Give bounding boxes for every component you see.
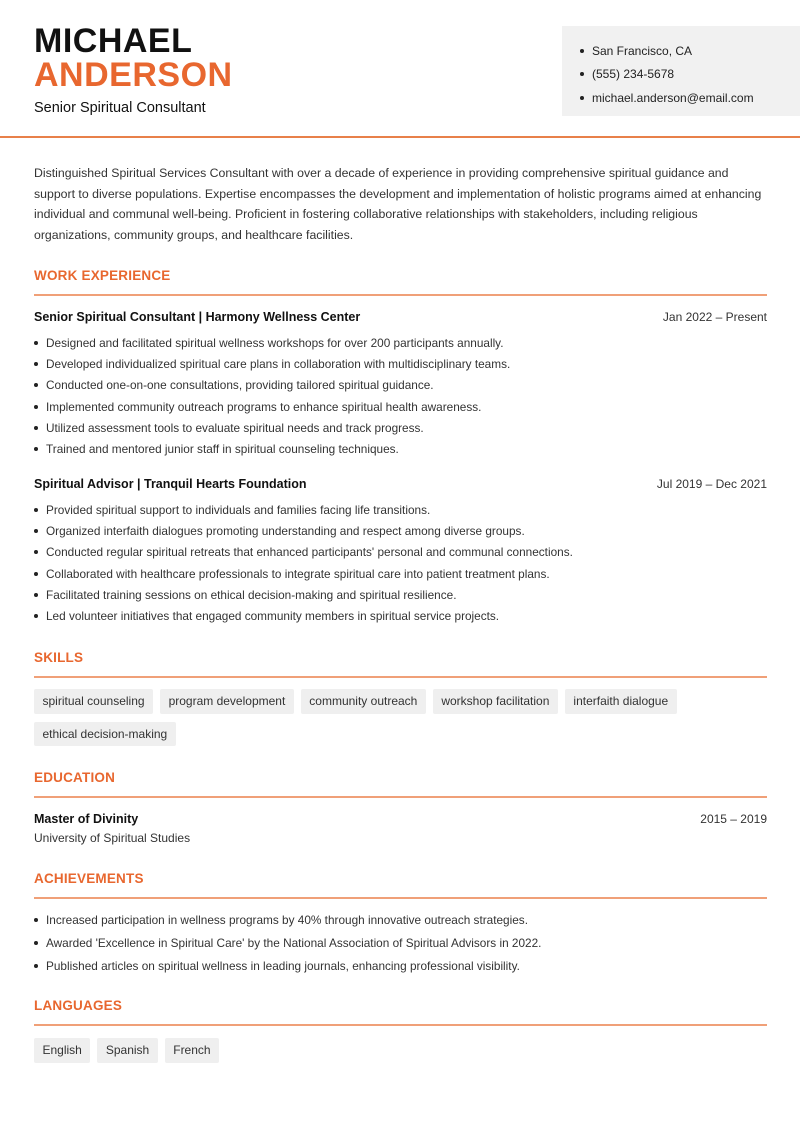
bullet-icon	[34, 508, 38, 512]
job-header	[34, 477, 767, 491]
list-item-text: Led volunteer initiatives that engaged community members in spiritual service projects.	[46, 609, 500, 624]
bullet-icon	[34, 447, 38, 451]
bullet-icon	[34, 383, 38, 387]
section-divider	[34, 897, 767, 899]
list-item	[34, 520, 767, 541]
list-item	[34, 584, 767, 605]
section-title-achievements: ACHIEVEMENTS	[34, 871, 144, 886]
job-header	[34, 310, 767, 324]
list-item-text: Collaborated with healthcare professionals to integrate spiritual care into patient treatment plans.	[46, 566, 550, 581]
job-role: Spiritual Advisor | Tranquil Hearts Foundation	[34, 477, 307, 491]
first-name: MICHAEL	[34, 22, 193, 60]
skills-list	[34, 689, 767, 746]
resume-header	[0, 0, 800, 138]
skill-chip: workshop facilitation	[433, 689, 558, 714]
list-item	[34, 438, 767, 459]
last-name: ANDERSON	[34, 56, 233, 94]
bullet-icon	[34, 426, 38, 430]
bullet-icon	[580, 72, 584, 76]
section-title-skills: SKILLS	[34, 650, 84, 665]
job-bullets	[34, 499, 767, 627]
list-item	[34, 605, 767, 626]
bullet-icon	[34, 529, 38, 533]
list-item-text: Trained and mentored junior staff in spiritual counseling techniques.	[46, 442, 399, 457]
section-divider	[34, 796, 767, 798]
contact-location-text: San Francisco, CA	[592, 43, 693, 58]
education-school: University of Spiritual Studies	[34, 831, 191, 845]
section-title-education: EDUCATION	[34, 770, 116, 785]
list-item-text: Increased participation in wellness programs by 40% through innovative outreach strategies.	[46, 913, 528, 928]
job-title: Senior Spiritual Consultant	[34, 100, 206, 116]
bullet-icon	[34, 550, 38, 554]
list-item-text: Implemented community outreach programs to enhance spiritual health awareness.	[46, 399, 482, 414]
contact-phone-text: (555) 234-5678	[592, 67, 675, 82]
list-item	[34, 954, 767, 977]
list-item	[34, 332, 767, 353]
education-header	[34, 812, 767, 826]
summary-paragraph: Distinguished Spiritual Services Consultant with over a decade of experience in providing comprehensive spiritual guidance and support to diverse populations. Expertise encompasses the development and implementation of holistic programs aimed at enhancing individual and communal well-being. Proficient in fostering collaborative relationships with stakeholders, including religious organizations, community groups, and healthcare facilities.	[34, 166, 762, 242]
bullet-icon	[34, 941, 38, 945]
contact-location	[580, 39, 800, 63]
contact-email[interactable]	[580, 86, 800, 110]
list-item	[34, 499, 767, 520]
language-chip: French	[165, 1038, 219, 1063]
bullet-icon	[34, 362, 38, 366]
list-item	[34, 353, 767, 374]
bullet-icon	[34, 918, 38, 922]
list-item	[34, 932, 767, 955]
skill-chip: interfaith dialogue	[565, 689, 677, 714]
education-degree: Master of Divinity	[34, 812, 139, 826]
list-item-text: Designed and facilitated spiritual wellness workshops for over 200 participants annually.	[46, 335, 504, 350]
job-bullets	[34, 332, 767, 460]
section-divider	[34, 676, 767, 678]
bullet-icon	[580, 49, 584, 53]
list-item	[34, 375, 767, 396]
language-chip: Spanish	[97, 1038, 157, 1063]
contact-email-text[interactable]: michael.anderson@email.com	[592, 90, 754, 105]
list-item-text: Conducted regular spiritual retreats that enhanced participants' personal and communal connections.	[46, 545, 573, 560]
languages-list	[34, 1038, 767, 1063]
bullet-icon	[34, 405, 38, 409]
bullet-icon	[34, 341, 38, 345]
skill-chip: spiritual counseling	[34, 689, 153, 714]
list-item-text: Conducted one-on-one consultations, providing tailored spiritual guidance.	[46, 378, 434, 393]
list-item	[34, 563, 767, 584]
bullet-icon	[580, 96, 584, 100]
section-title-work: WORK EXPERIENCE	[34, 268, 171, 283]
skill-chip: community outreach	[301, 689, 426, 714]
list-item-text: Published articles on spiritual wellness in leading journals, enhancing professional visibility.	[46, 958, 520, 973]
section-divider	[34, 1024, 767, 1026]
list-item-text: Provided spiritual support to individuals and families facing life transitions.	[46, 502, 431, 517]
list-item-text: Awarded 'Excellence in Spiritual Care' by the National Association of Spiritual Advisors in 2022.	[46, 936, 542, 951]
list-item	[34, 542, 767, 563]
bullet-icon	[34, 614, 38, 618]
list-item-text: Organized interfaith dialogues promoting understanding and respect among diverse groups.	[46, 523, 525, 538]
section-title-languages: LANGUAGES	[34, 998, 123, 1013]
section-divider	[34, 294, 767, 296]
education-dates: 2015 – 2019	[700, 812, 767, 826]
list-item	[34, 909, 767, 932]
achievements-list	[34, 909, 767, 977]
list-item-text: Facilitated training sessions on ethical decision-making and spiritual resilience.	[46, 587, 457, 602]
language-chip: English	[34, 1038, 90, 1063]
job-role: Senior Spiritual Consultant | Harmony Wellness Center	[34, 310, 361, 324]
contact-phone	[580, 63, 800, 87]
list-item-text: Utilized assessment tools to evaluate spiritual needs and track progress.	[46, 420, 424, 435]
skill-chip: ethical decision-making	[34, 722, 176, 747]
skill-chip: program development	[160, 689, 294, 714]
list-item	[34, 396, 767, 417]
bullet-icon	[34, 572, 38, 576]
bullet-icon	[34, 593, 38, 597]
job-dates: Jul 2019 – Dec 2021	[656, 477, 767, 491]
contact-box	[562, 26, 800, 116]
job-dates: Jan 2022 – Present	[662, 310, 767, 324]
bullet-icon	[34, 964, 38, 968]
list-item	[34, 417, 767, 438]
list-item-text: Developed individualized spiritual care plans in collaboration with multidisciplinary teams.	[46, 356, 511, 371]
